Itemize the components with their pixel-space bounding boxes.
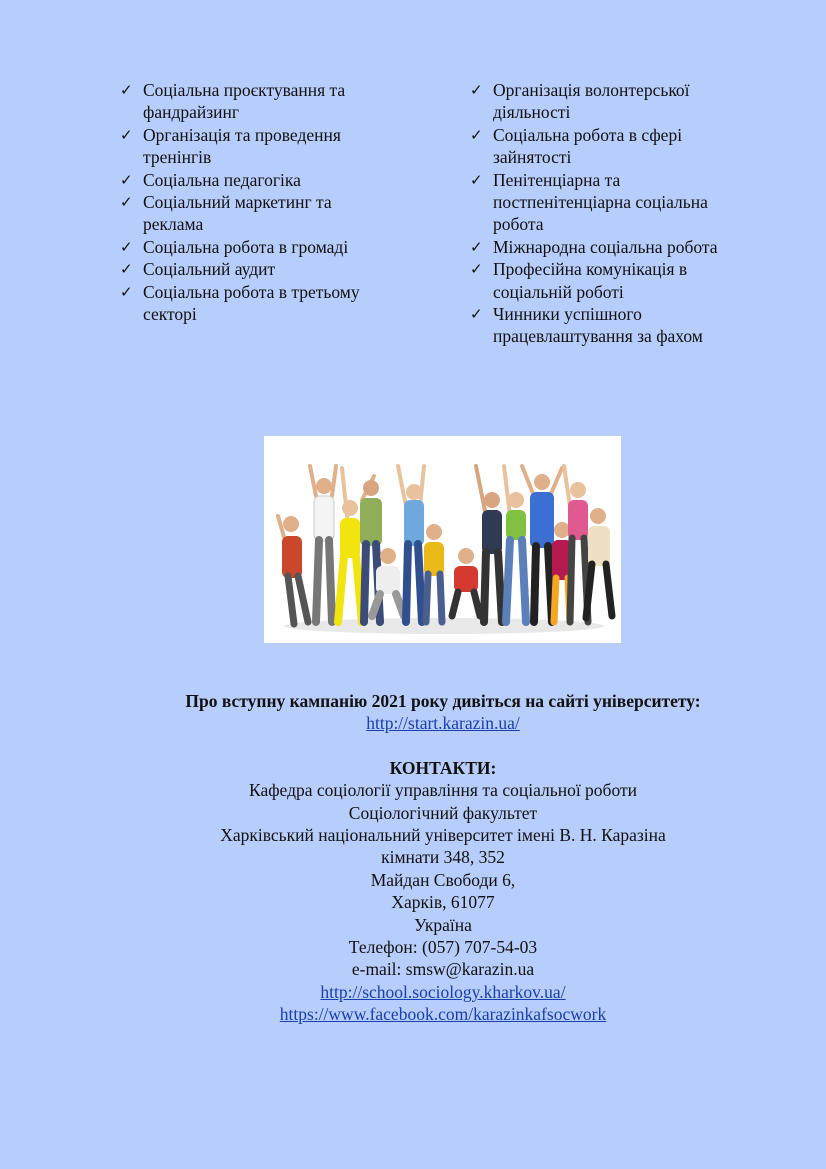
checkmark-icon: ✓ [470, 260, 483, 279]
checkmark-icon: ✓ [120, 193, 133, 212]
checkmark-icon: ✓ [470, 170, 483, 189]
list-item: ✓ Соціальний маркетинг та реклама [120, 192, 332, 235]
checkmark-icon: ✓ [120, 282, 133, 301]
list-item: ✓ Соціальна робота в громаді [120, 236, 349, 257]
university-name: Харківський національний університет імені В. Н. Каразіна [220, 825, 666, 846]
list-item: ✓ Соціальна педагогіка [120, 169, 301, 190]
checkmark-icon: ✓ [120, 81, 133, 99]
checkmark-icon: ✓ [470, 125, 483, 144]
list-item: ✓ Чинники успішного працевлаштування за фахом [470, 304, 703, 347]
school-site-link[interactable]: http://school.sociology.kharkov.ua/ [320, 981, 566, 1002]
list-item: ✓ Організація волонтерської діяльності [470, 80, 690, 123]
list-item: ✓ Міжнародна соціальна робота [470, 236, 718, 257]
contacts-heading: КОНТАКТИ: [389, 757, 497, 778]
topics-list-right [470, 79, 760, 348]
checkmark-icon: ✓ [120, 260, 133, 279]
checkmark-icon: ✓ [470, 81, 483, 99]
street-address: Майдан Свободи 6, [370, 869, 516, 890]
list-item: ✓ Соціальна робота в третьому секторі [120, 281, 360, 325]
department-name: Кафедра соціології управління та соціальної роботи [249, 780, 637, 801]
list-item: ✓ Пенітенціарна та постпенітенціарна соціальна робота [470, 169, 708, 235]
checkmark-icon: ✓ [120, 237, 133, 256]
list-item: ✓ Соціальна проєктування та фандрайзинг [120, 80, 346, 123]
email: e-mail: smsw@karazin.ua [351, 959, 535, 980]
facebook-link[interactable]: https://www.facebook.com/karazinkafsocwork [279, 1004, 607, 1025]
list-item: ✓ Соціальна робота в сфері зайнятості [470, 124, 683, 168]
rooms: кімнати 348, 352 [381, 847, 505, 868]
list-item: ✓ Соціальний аудит [120, 259, 276, 280]
country: Україна [414, 914, 472, 935]
group-photo [264, 436, 621, 643]
list-item: ✓ Організація та проведення тренінгів [120, 124, 341, 168]
checkmark-icon: ✓ [120, 125, 133, 144]
list-item: ✓ Професійна комунікація в соціальній роботі [470, 259, 688, 302]
campaign-text: Про вступну кампанію 2021 року дивіться на сайті університету: [185, 691, 701, 711]
cheering-people-illustration [264, 436, 621, 643]
checkmark-icon: ✓ [120, 170, 133, 189]
checkmark-icon: ✓ [470, 305, 483, 324]
info-block [60, 690, 826, 1026]
checkmark-icon: ✓ [470, 237, 483, 256]
city: Харків, 61077 [391, 892, 495, 913]
campaign-link[interactable]: http://start.karazin.ua/ [366, 713, 520, 734]
topics-list-left [120, 79, 382, 325]
faculty-name: Соціологічний факультет [348, 802, 538, 823]
phone: Телефон: (057) 707-54-03 [348, 937, 538, 958]
